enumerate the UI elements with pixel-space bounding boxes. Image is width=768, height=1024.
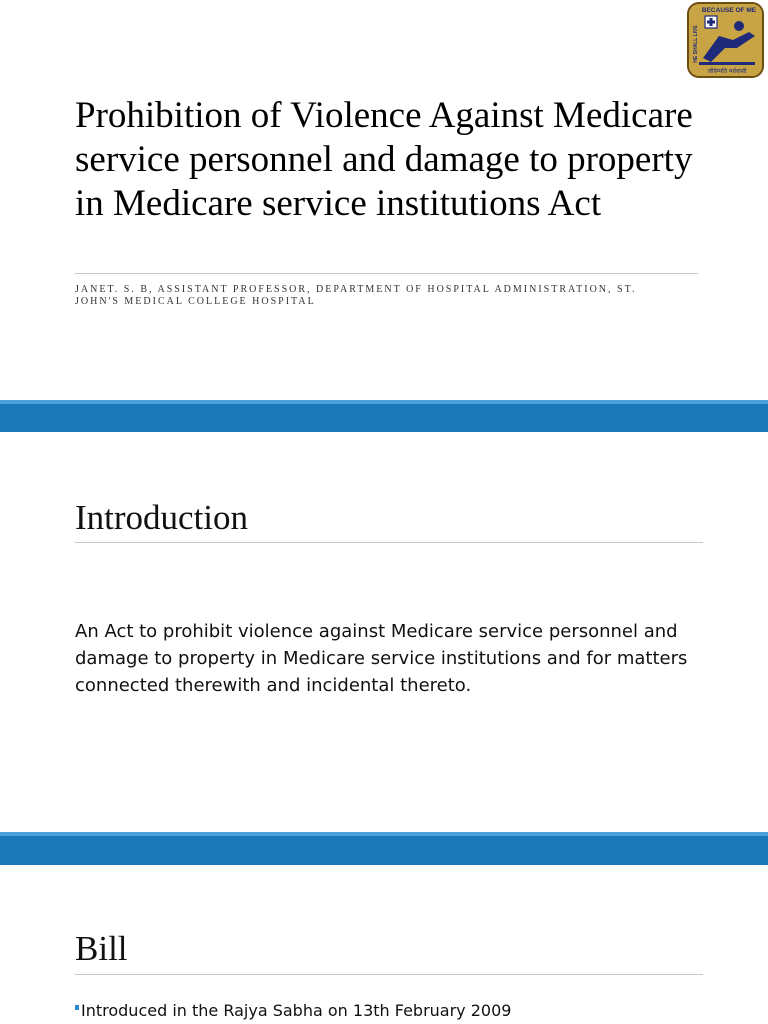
bullet-text: Introduced in the Rajya Sabha on 13th February 2009 [81, 1001, 512, 1020]
logo-side-text: HE SHALL LIVE [693, 25, 699, 63]
institution-logo [687, 2, 764, 78]
introduction-body: An Act to prohibit violence against Medicare service personnel and damage to property in Medicare service institutions and for matters connected therewith and incidental thereto. [75, 621, 688, 696]
bill-heading: Bill [75, 929, 128, 968]
title-slide [0, 0, 768, 400]
list-item [75, 1001, 511, 1020]
emblem-icon [689, 4, 762, 76]
bill-divider [75, 974, 703, 975]
square-bullet-icon [75, 1005, 79, 1010]
introduction-heading: Introduction [75, 498, 249, 537]
slide-separator-band [0, 832, 768, 865]
introduction-divider [75, 542, 703, 543]
title-divider [75, 273, 698, 274]
slide-separator-band [0, 400, 768, 433]
bill-slide [0, 865, 768, 1024]
logo-bottom-text: जीवेम्पति मर्ववासी [707, 68, 747, 75]
bill-bullet-list [75, 1001, 511, 1020]
author-subtitle: JANET. S. B, ASSISTANT PROFESSOR, DEPARTMENT OF HOSPITAL ADMINISTRATION, ST. JOHN'S MEDICAL COLLEGE HOSPITAL [75, 284, 637, 307]
introduction-slide [0, 432, 768, 832]
presentation-title: Prohibition of Violence Against Medicare service personnel and damage to property in Medicare service institutions Act [75, 95, 693, 224]
logo-top-text: BECAUSE OF ME [701, 7, 757, 14]
